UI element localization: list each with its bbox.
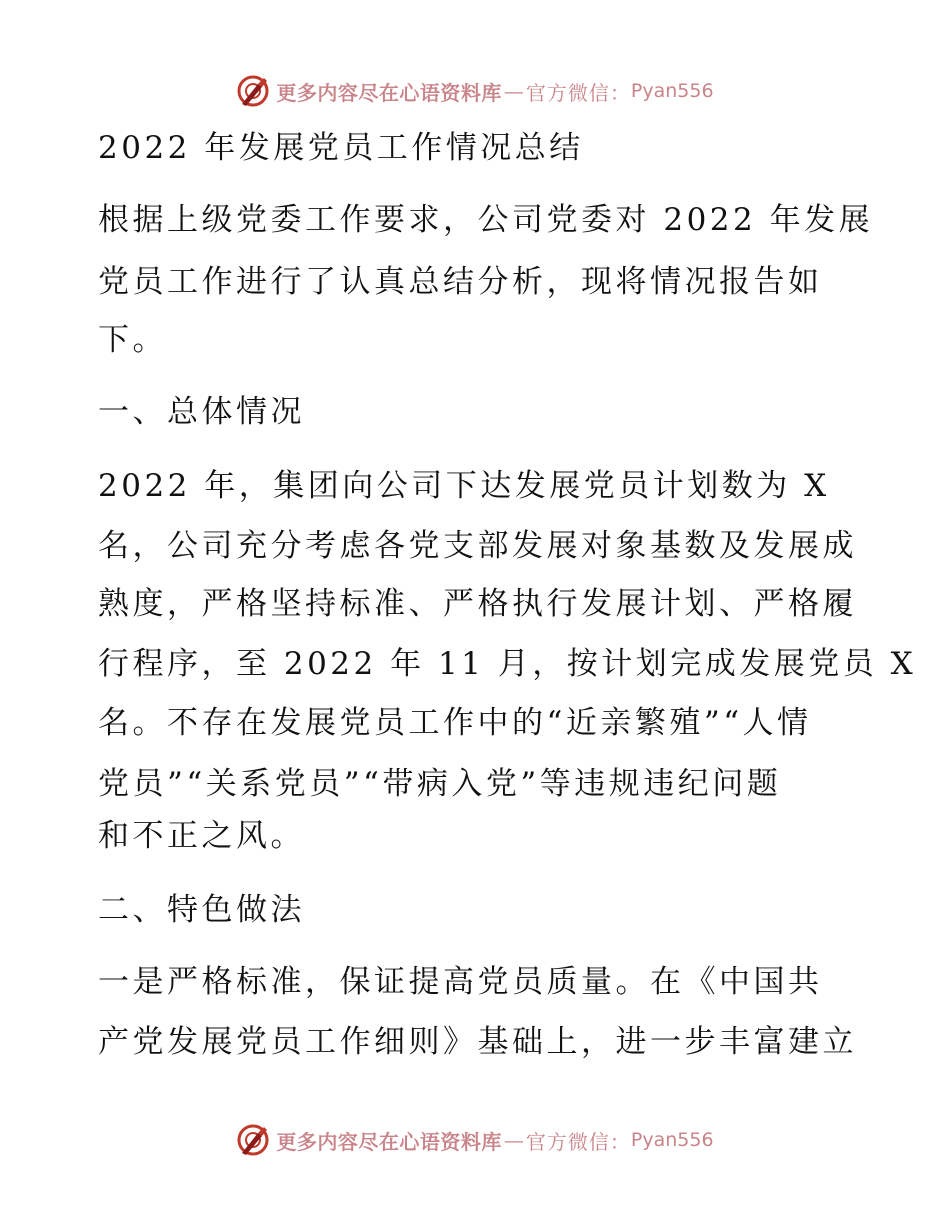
text-line: 名，公司充分考虑各党支部发展对象基数及发展成 [98,528,857,564]
text-line: 根据上级党委工作要求，公司党委对 2022 年发展 [98,202,874,238]
watermark-dash: — [503,79,524,103]
watermark-label: 官方微信： [525,80,631,105]
text-line: 产党发展党员工作细则》基础上，进一步丰富建立 [98,1024,857,1060]
document-title: 2022 年发展党员工作情况总结 [98,130,584,166]
watermark-id: Pyan556 [630,80,714,102]
text-line: 下。 [98,322,167,358]
watermark-id: Pyan556 [630,1129,714,1151]
text-line: 一是严格标准，保证提高党员质量。在《中国共 [98,964,823,1000]
pen-logo-icon [236,1123,270,1157]
watermark-dash: — [503,1128,524,1152]
section-heading: 二、特色做法 [98,892,305,928]
text-line: 和不正之风。 [98,818,305,854]
watermark-label: 官方微信： [525,1129,631,1154]
text-line: 党员”“关系党员”“带病入党”等违规违纪问题 [98,766,782,802]
text-line: 行程序，至 2022 年 11 月，按计划完成发展党员 X [98,646,917,682]
section-heading: 一、总体情况 [98,394,305,430]
text-line: 2022 年，集团向公司下达发展党员计划数为 X [98,468,830,504]
pen-logo-icon [236,74,270,108]
text-line: 党员工作进行了认真总结分析，现将情况报告如 [98,264,823,300]
text-line: 熟度，严格坚持标准、严格执行发展计划、严格履 [98,586,857,622]
watermark-footer [0,1120,950,1160]
watermark-header [0,71,950,111]
text-line: 名。不存在发展党员工作中的“近亲繁殖”“人情 [98,705,812,741]
watermark-site: 更多内容尽在心语资料库 [276,1129,502,1154]
watermark-site: 更多内容尽在心语资料库 [276,80,502,105]
